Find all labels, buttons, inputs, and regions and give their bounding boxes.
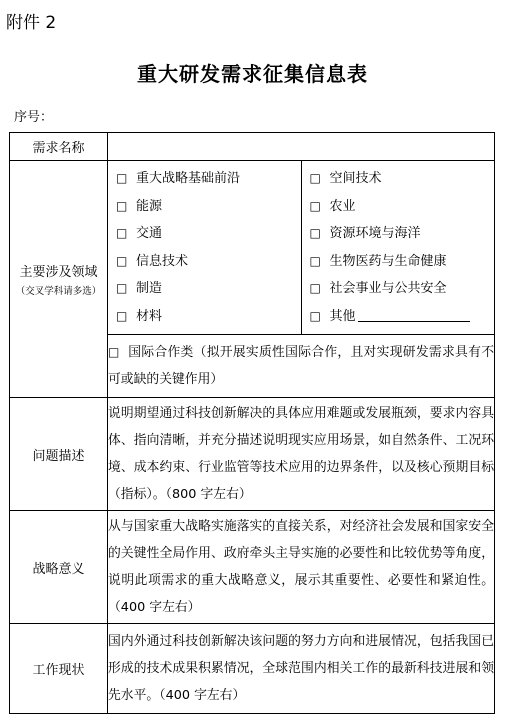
option-it[interactable]: □ 信息技术	[116, 248, 301, 276]
checkbox-icon[interactable]: □	[309, 226, 321, 240]
option-basic-frontier[interactable]: □ 重大战略基础前沿	[116, 165, 301, 193]
option-other[interactable]: □ 其他	[310, 303, 495, 331]
status-description: 国内外通过科技创新解决该问题的努力方向和进展情况，包括我国已形成的技术成果积累情况，全球范围内相关工作的最新科技进展和领先水平。（400 字左右）	[108, 624, 495, 714]
fields-label-cell	[10, 161, 108, 398]
checkbox-icon[interactable]: □	[108, 345, 120, 359]
checkbox-icon[interactable]: □	[309, 171, 321, 185]
option-social-safety[interactable]: □ 社会事业与公共安全	[310, 275, 495, 303]
intl-cooperation-option[interactable]	[108, 335, 495, 398]
option-materials[interactable]: □ 材料	[116, 303, 301, 331]
checkbox-icon[interactable]: □	[116, 281, 128, 295]
checkbox-icon[interactable]: □	[309, 281, 321, 295]
option-manufacturing[interactable]: □ 制造	[116, 275, 301, 303]
demand-name-value[interactable]	[108, 133, 495, 161]
serial-number-label: 序号：	[14, 110, 54, 125]
checkbox-icon[interactable]: □	[116, 226, 128, 240]
fields-note: （交叉学科请多选）	[15, 286, 102, 297]
option-biomedicine[interactable]: □ 生物医药与生命健康	[310, 248, 495, 276]
problem-label: 问题描述	[10, 398, 108, 511]
option-transport[interactable]: □ 交通	[116, 220, 301, 248]
option-agriculture[interactable]: □ 农业	[310, 193, 495, 221]
checkbox-icon[interactable]: □	[116, 198, 128, 213]
checkbox-icon[interactable]: □	[309, 308, 321, 323]
form-title: 重大研发需求征集信息表	[137, 62, 368, 86]
intl-cooperation-text: 国际合作类（拟开展实质性国际合作，且对实现研发需求具有不可或缺的关键作用）	[108, 345, 494, 387]
checkbox-icon[interactable]: □	[309, 253, 321, 268]
checkbox-icon[interactable]: □	[116, 171, 128, 185]
other-fill-line[interactable]	[358, 307, 470, 322]
problem-description: 说明期望通过科技创新解决的具体应用难题或发展瓶颈，要求内容具体、指向清晰，并充分描述说明现实应用场景，如自然条件、工况环境、成本约束、行业监管等技术应用的边界条件，以及核心预期目标（指标）。（800 字左右）	[108, 398, 495, 511]
checkbox-icon[interactable]: □	[309, 198, 321, 213]
fields-left-options	[108, 161, 302, 335]
fields-right-options	[301, 161, 495, 335]
option-environment-ocean[interactable]: □ 资源环境与海洋	[310, 220, 495, 248]
option-space[interactable]: □ 空间技术	[310, 165, 495, 193]
option-energy[interactable]: □ 能源	[116, 193, 301, 221]
status-label: 工作现状	[10, 624, 108, 714]
attachment-label: 附件 2	[6, 13, 57, 33]
fields-label: 主要涉及领域	[19, 265, 98, 280]
strategic-label: 战略意义	[10, 511, 108, 624]
checkbox-icon[interactable]: □	[116, 253, 128, 268]
checkbox-icon[interactable]: □	[116, 308, 128, 323]
strategic-description: 从与国家重大战略实施落实的直接关系，对经济社会发展和国家安全的关键性全局作用、政府牵头主导实施的必要性和比较优势等角度，说明此项需求的重大战略意义，展示其重要性、必要性和紧迫性。（400 字左右）	[108, 511, 495, 624]
demand-info-table	[9, 132, 495, 714]
demand-name-label: 需求名称	[10, 133, 108, 161]
